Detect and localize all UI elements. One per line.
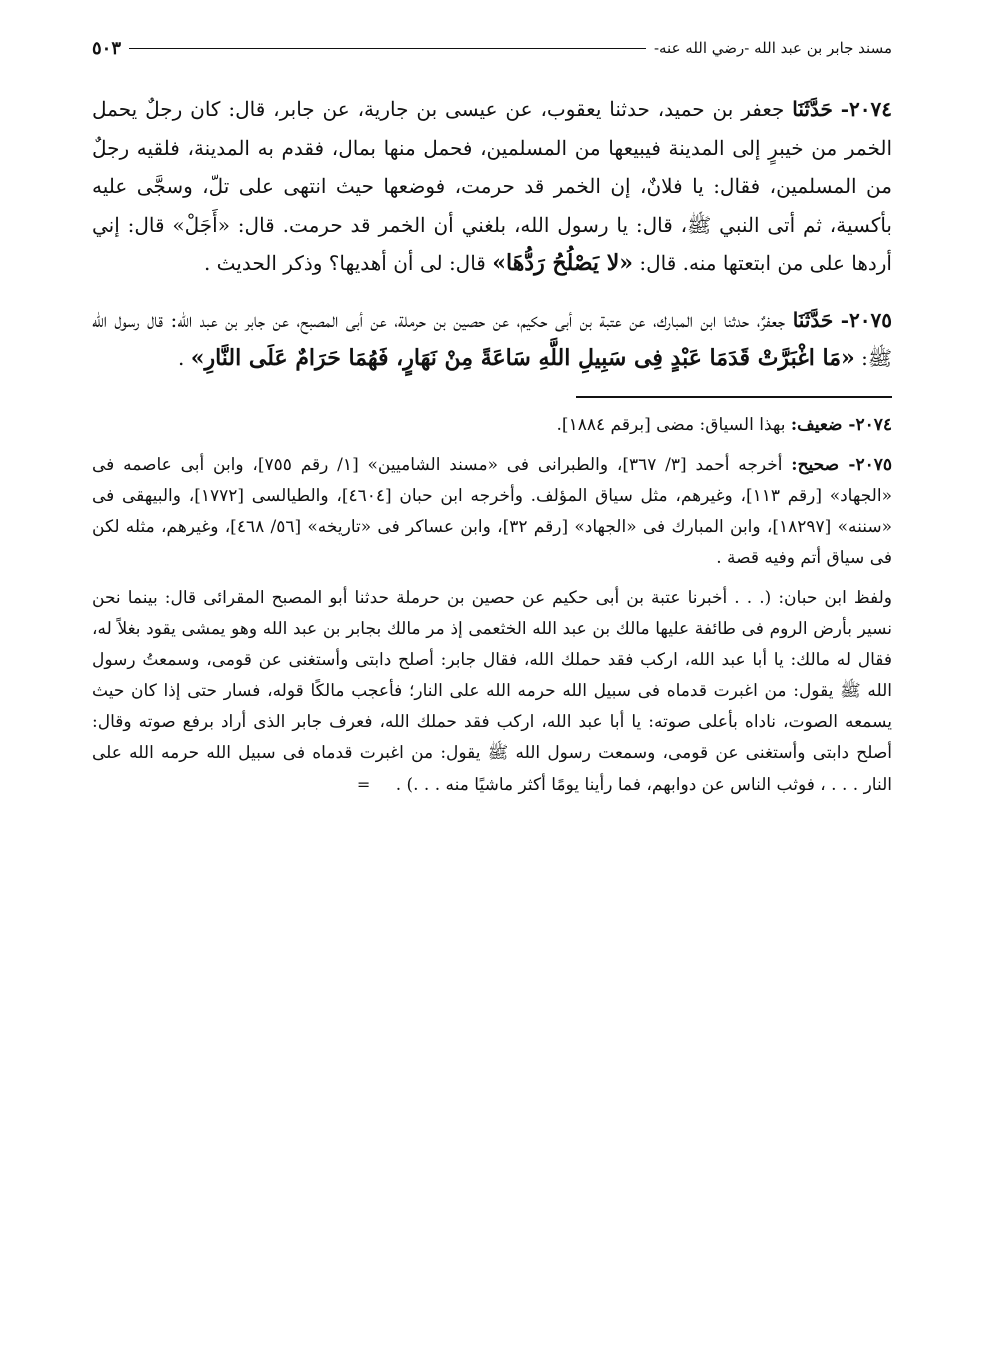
footnote-divider	[576, 396, 892, 398]
page-header	[92, 30, 892, 66]
hadith-text: جعفرٌ، حدثنا ابن المبارك، عن عتبة بن أبى حكيم، عن حصين بن حرملة، عن أبى المصبح، عن جابر بن عبد الله: قال رسول الله ﷺ:	[92, 307, 892, 370]
header-rule	[129, 48, 646, 49]
document-page	[92, 30, 892, 810]
prophetic-saying: «لا يَصْلُحُ رَدُّهَا»	[492, 250, 634, 276]
hadith-number: ٢٠٧٥-	[840, 307, 892, 332]
footnote-label: ٢٠٧٥- صحيح:	[791, 454, 892, 475]
hadith-opening: حَدَّثَنَا	[792, 307, 834, 332]
footnote-text: ولفظ ابن حبان: (. . . أخبرنا عتبة بن أبى حكيم عن حصين بن حرملة حدثنا أبو المصبح المقرائى قال: بينما نحن نسير بأرض الروم فى طائفة عليها مالك بن عبد الله الخثعمى إذ مر مالك بجابر بن عبد الله وهو يمشى يقود بغلاً له، فقال له مالك: يا أبا عبد الله، اركب فقد حملك الله، فقال جابر: أصلح دابتى وأستغنى عن قومى، وسمعتُ رسول الله ﷺ يقول: من اغبرت قدماه فى سبيل الله حرمه الله على النار؛ فأعجب مالكًا قوله، فسار حتى إذا كان حيث يسمعه الصوت، ناداه بأعلى صوته: يا أبا عبد الله، اركب فقد حملك الله، فعرف جابر الذى أراد برفع صوته وقال: أصلح دابتى وأستغنى عن قومى، وسمعت رسول الله ﷺ يقول: من اغبرت قدماه فى سبيل الله حرمه الله على النار . . . ، فوثب الناس عن دوابهم، فما رأينا يومًا أكثر ماشيًا منه . . .) .	[92, 587, 892, 795]
continuation-mark: =	[356, 774, 371, 794]
hadith-text: جعفر بن حميد، حدثنا يعقوب، عن عيسى بن جارية، عن جابر، قال: كان رجلٌ يحمل الخمر من خيبرٍ إلى المدينة فيبيعها من المسلمين، فحمل منها بمال، فقدم به المدينة، فلقيه رجلٌ من المسلمين، فقال: يا فلانٌ، إن الخمر قد حرمت، فوضعها حيث انتهى على تلّ، وسجَّى عليه بأكسية، ثم أتى النبي ﷺ، قال: يا رسول الله، بلغني أن الخمر قد حرمت. قال: «أَجَلْ» قال: إني أردها على من ابتعتها منه. قال:	[92, 97, 892, 275]
hadith-2074	[92, 90, 892, 283]
footnote-text: بهذا السياق: مضى [برقم ١٨٨٤].	[556, 414, 786, 435]
footnotes	[92, 410, 892, 801]
footnote-ibn-hibban-text	[92, 583, 892, 801]
footnote-2074	[92, 410, 892, 441]
page-number: ٥٠٣	[92, 37, 122, 59]
hadith-closing: .	[178, 346, 185, 370]
hadith-opening: حَدَّثَنَا	[792, 97, 833, 121]
hadith-closing: قال: لى أن أهديها؟ وذكر الحديث .	[203, 251, 486, 275]
main-text	[92, 90, 892, 378]
hadith-number: ٢٠٧٤-	[840, 97, 892, 121]
footnote-text: أخرجه أحمد [٣/ ٣٦٧]، والطبرانى فى «مسند الشاميين» [١/ رقم ٧٥٥]، وابن أبى عاصمه فى «الجهاد» [رقم ١١٣]، وغيرهم، مثل سياق المؤلف. وأخرجه ابن حبان [٤٦٠٤]، والطيالسى [١٧٧٢]، والبيهقى فى «سننه» [١٨٢٩٧]، وابن المبارك فى «الجهاد» [رقم ٣٢]، وابن عساكر فى «تاريخه» [٥٦/ ٤٦٨]، وغيرهم، مثله لكن فى سياق أتم وفيه قصة .	[92, 454, 892, 568]
running-title: مسند جابر بن عبد الله -رضي الله عنه-	[653, 39, 892, 57]
footnote-label: ٢٠٧٤- ضعيف:	[790, 414, 892, 435]
prophetic-saying: «مَا اغْبَرَّتْ قَدَمَا عَبْدٍ فِى سَبِيلِ اللَّهِ سَاعَةً مِنْ نَهَارٍ، فَهُمَا حَرَامٌ عَلَى النَّارِ»	[190, 345, 855, 371]
footnote-2075	[92, 450, 892, 574]
hadith-2075	[92, 301, 892, 378]
